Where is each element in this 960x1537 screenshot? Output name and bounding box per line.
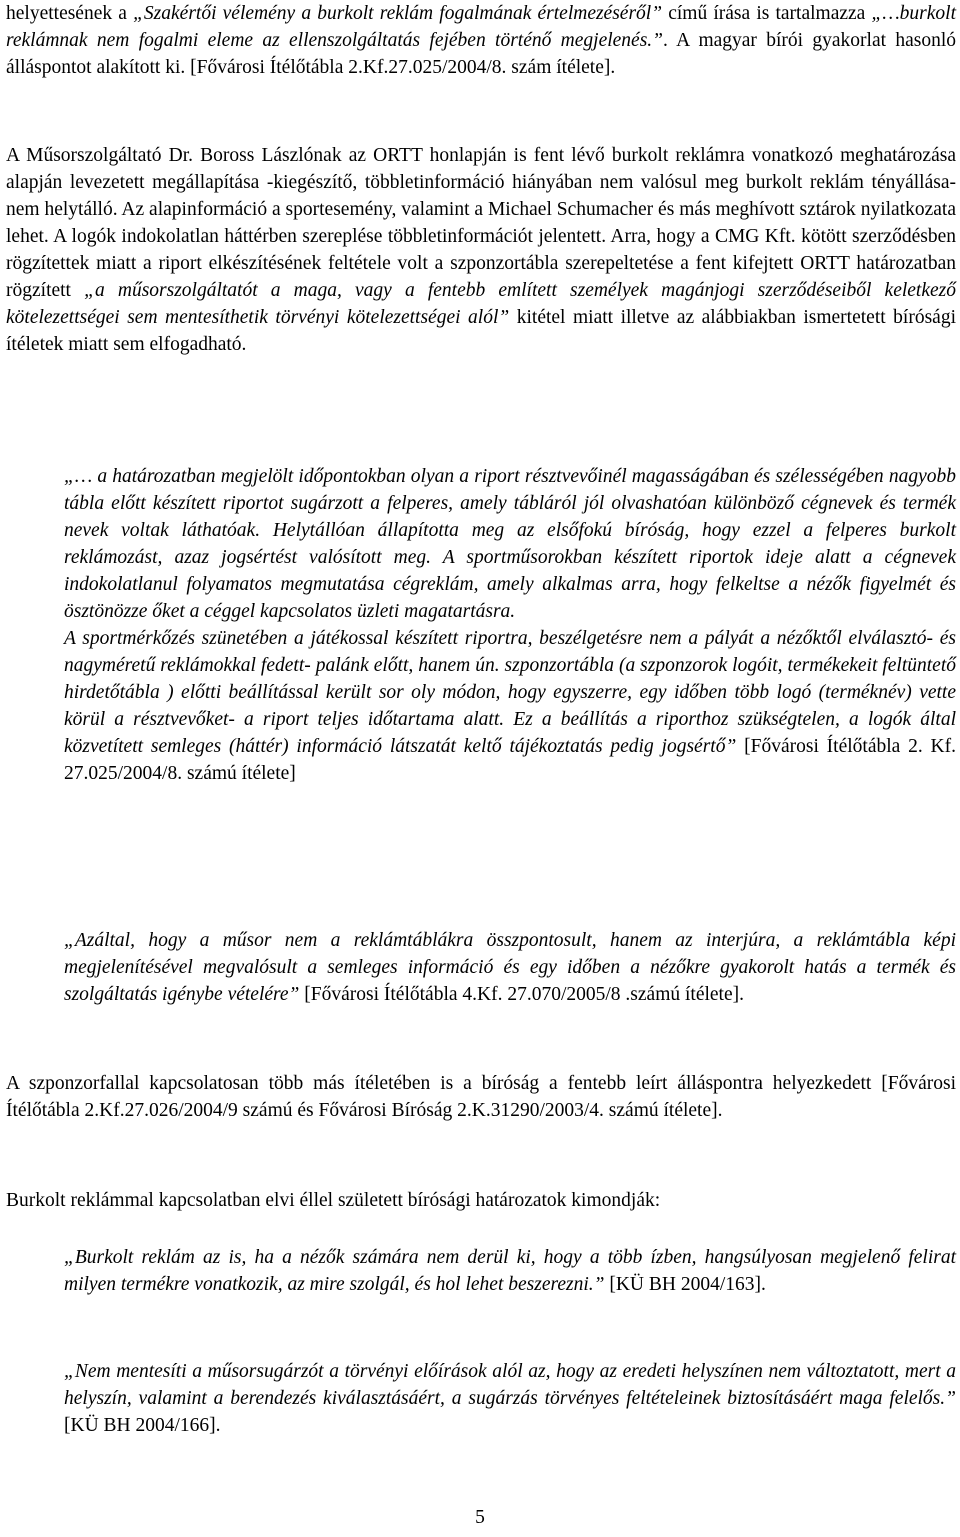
block-quote-court-2 <box>64 927 956 1008</box>
paragraph-intro <box>6 0 956 81</box>
text-run: helyettesének a <box>6 3 134 24</box>
paragraph-sponsor-wall: A szponzorfallal kapcsolatosan több más ítéletében is a bíróság a fentebb leírt álláspontra helyezkedett [Fővárosi Ítélőtábla 2.Kf.27.026/2004/9 számú és Fővárosi Bíróság 2.K.31290/2003/4. számú ítélete]. <box>6 1073 956 1121</box>
text-run: A Műsorszolgáltató Dr. Boross Lászlónak az ORTT honlapján is fent lévő burkolt reklámra vonatkozó meghatározása alapján levezetett megállapítása -kiegészítő, többletinformáció hiányában nem valósul meg burkolt reklám tényállása- nem helytálló. Az alapinformáció a sportesemény, valamint a Michael Schumacher és más meghívott sztárok nyilatkozata lehet. A logók indokolatlan háttérben szereplése többletinformációt jelentett. Arra, hogy a CMG Kft. kötött szerződésben rögzítettek miatt a riport elkészítésének feltétele volt a szponzortábla szerepeltetése a fent kifejtett ORTT határozatban rögzített <box>6 145 956 301</box>
italic-quote: „a műsorszolgáltatót a maga, vagy a fentebb említett személyek magánjogi szerződéseiből keletkező kötelezettségei sem mentesíthetik törvényi kötelezettségei alól” <box>6 280 956 328</box>
block-quote-bh-166 <box>64 1358 956 1439</box>
paragraph-argument <box>6 142 956 358</box>
citation: [KÜ BH 2004/163]. <box>604 1274 766 1295</box>
italic-quote: „Azáltal, hogy a műsor nem a reklámtáblákra összpontosult, hanem az interjúra, a reklámtábla képi megjelenítésével megvalósult a semleges információ és egy időben a nézőkre gyakorolt hatás a termék és szolgáltatás igénybe vételére” <box>64 930 956 1005</box>
paragraph-principle: Burkolt reklámmal kapcsolatban elvi éllel született bírósági határozatok kimondják: <box>6 1190 661 1211</box>
italic-quote: „Nem mentesíti a műsorsugárzót a törvényi előírások alól az, hogy az eredeti helyszínen nem változtatott, mert a helyszín, valamint a berendezés kiválasztásáért, a sugárzás törvényes feltételeinek biztosításáért maga felelős.” <box>64 1361 956 1409</box>
italic-title: „Szakértői vélemény a burkolt reklám fogalmának értelmezéséről” <box>133 3 663 24</box>
italic-quote: „…burkolt reklámnak nem fogalmi eleme az ellenszolgáltatás fejében történő megjelenés.” <box>6 3 956 51</box>
citation: [Fővárosi Ítélőtábla 2. Kf. 27.025/2004/8. számú ítélete] <box>64 736 957 784</box>
block-quote-bh-163 <box>64 1244 956 1298</box>
text-run: . A magyar bírói gyakorlat hasonló álláspontot alakított ki. [Fővárosi Ítélőtábla 2.Kf.27.025/2004/8. szám ítélete]. <box>6 30 956 78</box>
italic-quote: „… a határozatban megjelölt időpontokban olyan a riport résztvevőinél magasságában és szélességében nagyobb tábla előtt készített riportot sugárzott a felperes, amely tábláról jól olvashatóan különböző cégnevek és termék nevek voltak láthatóak. Helytállóan állapította meg az elsőfokú bíróság, hogy ezzel a felperes burkolt reklámozást, azaz jogsértést valósított meg. A sportműsorokban készített riportok ideje alatt a cégnevek indokolatlanul folyamatos megmutatása cégreklám, amely alkalmas arra, hogy felkeltse a nézők figyelmét és ösztönözze őket a céggel kapcsolatos üzleti magatartásra. <box>64 466 956 622</box>
block-quote-court-1 <box>64 463 956 787</box>
citation: [Fővárosi Ítélőtábla 4.Kf. 27.070/2005/8 .számú ítélete]. <box>299 984 744 1005</box>
text-run: című írása is tartalmazza <box>662 3 872 24</box>
page-number: 5 <box>475 1507 485 1528</box>
citation: [KÜ BH 2004/166]. <box>64 1415 221 1436</box>
text-run: kitétel miatt illetve az alábbiakban ismertetett bírósági ítéletek miatt sem elfogadható. <box>6 307 956 355</box>
italic-quote: „Burkolt reklám az is, ha a nézők számára nem derül ki, hogy a több ízben, hangsúlyosan megjelenő felirat milyen termékre vonatkozik, az mire szolgál, és hol lehet beszerezni.” <box>64 1247 956 1295</box>
italic-quote: A sportmérkőzés szünetében a játékossal készített riportra, beszélgetésre nem a pályát a nézőktől elválasztó- és nagyméretű reklámokkal fedett- palánk előtt, hanem ún. szponzortábla (a szponzorok logóit, termékekeit feltüntető hirdetőtábla ) előtti beállítással került sor oly módon, hogy egyszerre, egy időben több logó (terméknév) vette körül a résztvevőket- a riport teljes időtartama alatt. Ez a beállítás a riporthoz szükségtelen, a logók által közvetített semleges (háttér) információ látszatát keltő tájékoztatás pedig jogsértő” <box>64 628 956 757</box>
